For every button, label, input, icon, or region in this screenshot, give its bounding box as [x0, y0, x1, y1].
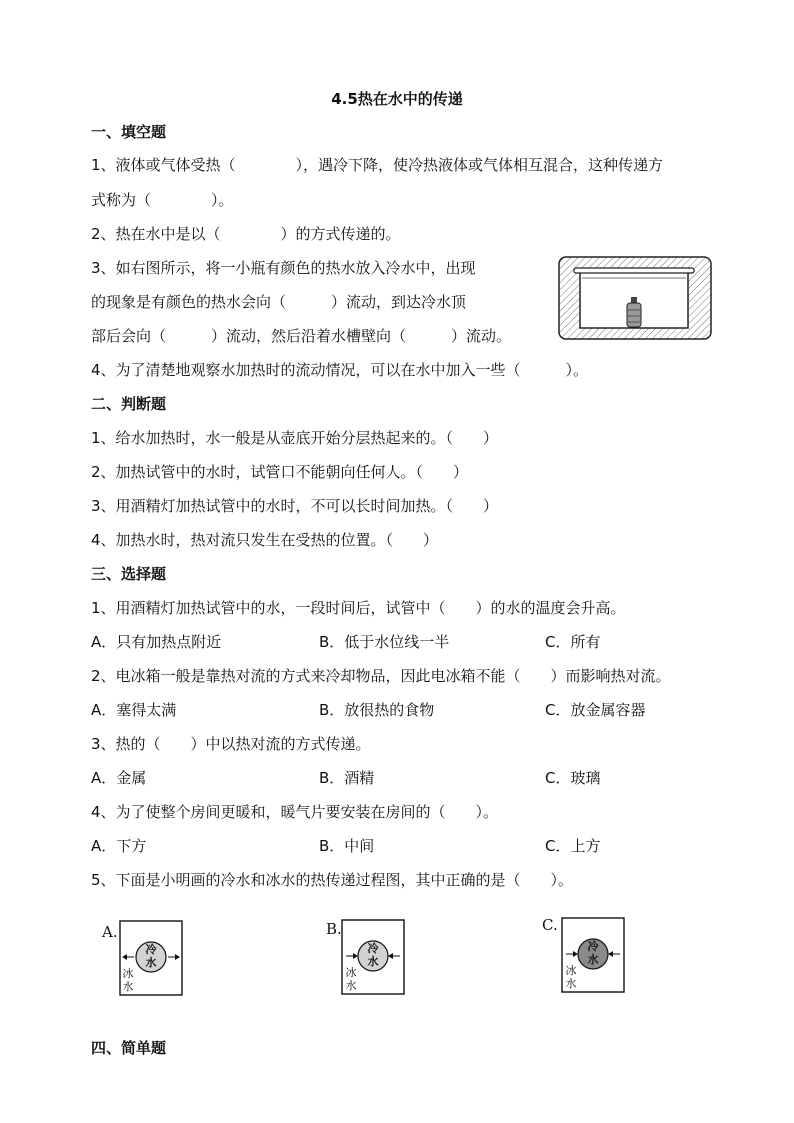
fill-question-1-line-1: 1、液体或气体受热（ ），遇冷下降，使冷热液体或气体相互混合，这种传递方 — [91, 156, 664, 174]
choice-1-option-c: C．所有 — [545, 633, 601, 651]
page-title: 4.5热在水中的传递 — [331, 90, 463, 108]
figure-c-cold-top: 冷 — [587, 940, 599, 953]
choice-question-2: 2、电冰箱一般是靠热对流的方式来冷却物品，因此电冰箱不能（ ）而影响热对流。 — [91, 667, 671, 685]
choice-2-option-b: B．放很热的食物 — [319, 701, 435, 719]
choice-4-option-b: B．中间 — [319, 837, 375, 855]
choice-2-option-a: A．塞得太满 — [91, 701, 177, 719]
figure-b-cold-bottom: 水 — [367, 955, 379, 968]
choice-2-option-c: C．放金属容器 — [545, 701, 646, 719]
choice-question-1: 1、用酒精灯加热试管中的水，一段时间后，试管中（ ）的水的温度会升高。 — [91, 599, 626, 617]
figure-b-cold-top: 冷 — [367, 942, 379, 955]
judge-question-4: 4、加热水时，热对流只发生在受热的位置。（ ） — [91, 531, 439, 549]
section-heading-judge: 二、判断题 — [91, 395, 167, 413]
choice-4-option-a: A．下方 — [91, 837, 147, 855]
figure-option-c — [540, 912, 630, 996]
figure-option-b — [324, 914, 410, 998]
water-tank-figure — [558, 256, 712, 340]
choice-1-option-b: B．低于水位线一半 — [319, 633, 450, 651]
fill-question-3-line-3: 部后会向（ ）流动，然后沿着水槽壁向（ ）流动。 — [91, 327, 512, 345]
section-heading-short-answer: 四、简单题 — [91, 1039, 167, 1057]
section-heading-choice: 三、选择题 — [91, 565, 167, 583]
figure-c-ice-bottom: 水 — [565, 977, 577, 990]
choice-1-option-a: A．只有加热点附近 — [91, 633, 222, 651]
choice-question-5: 5、下面是小明画的冷水和冰水的热传递过程图，其中正确的是（ ）。 — [91, 871, 574, 889]
figure-option-a — [100, 915, 186, 999]
figure-c-ice-top: 冰 — [565, 964, 577, 977]
choice-question-3: 3、热的（ ）中以热对流的方式传递。 — [91, 735, 371, 753]
judge-question-2: 2、加热试管中的水时，试管口不能朝向任何人。（ ） — [91, 463, 469, 481]
figure-c-cold-bottom: 水 — [587, 953, 599, 966]
judge-question-3: 3、用酒精灯加热试管中的水时，不可以长时间加热。（ ） — [91, 497, 499, 515]
choice-3-option-c: C．玻璃 — [545, 769, 601, 787]
figure-a-cold-bottom: 水 — [145, 956, 157, 969]
figure-c-label: C. — [542, 916, 558, 934]
fill-question-3-line-2: 的现象是有颜色的热水会向（ ）流动，到达冷水顶 — [91, 293, 467, 311]
choice-3-option-a: A．金属 — [91, 769, 147, 787]
figure-b-ice-top: 冰 — [345, 966, 357, 979]
fill-question-4: 4、为了清楚地观察水加热时的流动情况，可以在水中加入一些（ ）。 — [91, 361, 589, 379]
figure-a-cold-top: 冷 — [145, 943, 157, 956]
figure-a-ice-bottom: 水 — [122, 980, 134, 993]
choice-question-4: 4、为了使整个房间更暖和，暖气片要安装在房间的（ ）。 — [91, 803, 499, 821]
choice-4-option-c: C．上方 — [545, 837, 601, 855]
fill-question-1-line-2: 式称为（ ）。 — [91, 191, 234, 209]
figure-b-label: B. — [326, 920, 342, 938]
fill-question-2: 2、热在水中是以（ ）的方式传递的。 — [91, 225, 401, 243]
fill-question-3-line-1: 3、如右图所示，将一小瓶有颜色的热水放入冷水中，出现 — [91, 259, 476, 277]
figure-a-ice-top: 冰 — [122, 967, 134, 980]
figure-b-ice-bottom: 水 — [345, 979, 357, 992]
choice-3-option-b: B．酒精 — [319, 769, 375, 787]
judge-question-1: 1、给水加热时，水一般是从壶底开始分层热起来的。（ ） — [91, 429, 499, 447]
section-heading-fill: 一、填空题 — [91, 123, 167, 141]
figure-a-label: A. — [102, 923, 118, 941]
